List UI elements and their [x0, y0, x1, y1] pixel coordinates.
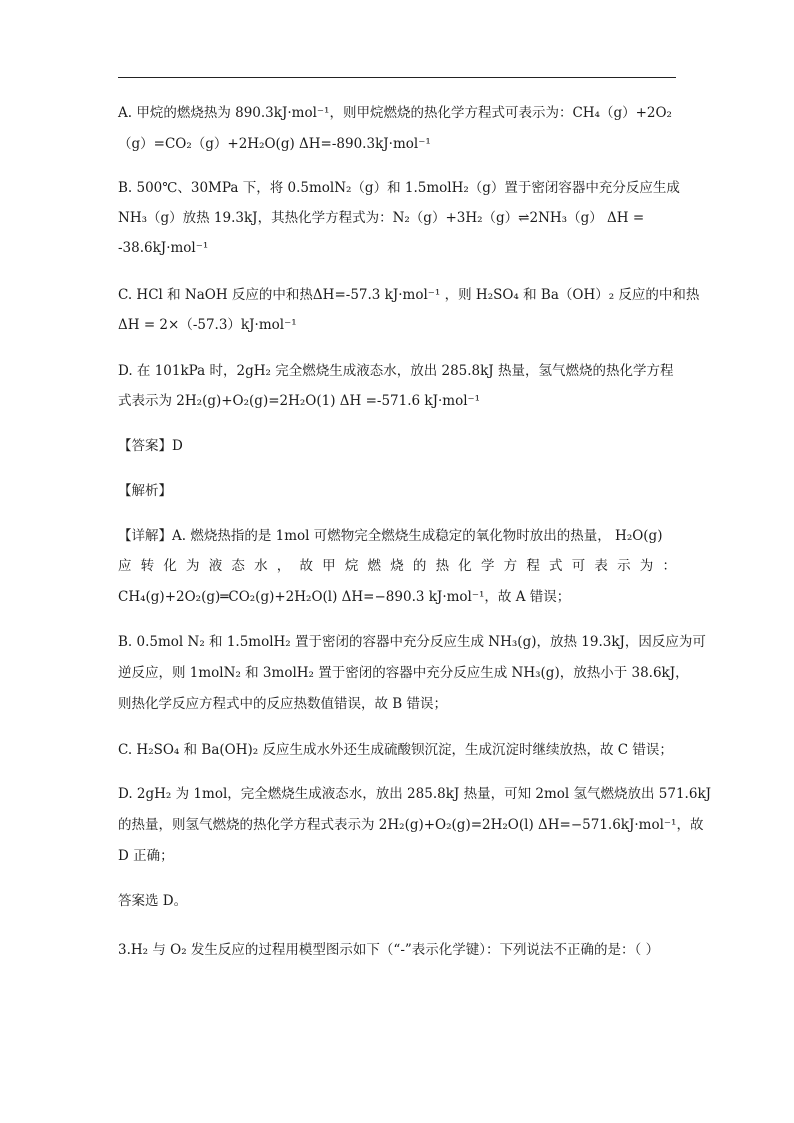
- option-b-line-1: B. 500℃、30MPa 下，将 0.5molN₂（g）和 1.5molH₂（g）置于密闭容器中充分反应生成: [118, 180, 680, 196]
- option-b-line-2: NH₃（g）放热 19.3kJ，其热化学方程式为：N₂（g）+3H₂（g）⇌2NH₃（g） ΔH =: [118, 210, 645, 226]
- option-c-line-1: C. HCl 和 NaOH 反应的中和热ΔH=-57.3 kJ·mol⁻¹ ，则 H₂SO₄ 和 Ba（OH）₂ 反应的中和热: [118, 287, 700, 303]
- option-d-line-2: 式表示为 2H₂(g)+O₂(g)=2H₂O(1) ΔH =-571.6 kJ·mol⁻¹: [118, 393, 481, 409]
- detail-b-line-1: B. 0.5mol N₂ 和 1.5molH₂ 置于密闭的容器中充分反应生成 NH₃(g)，放热 19.3kJ，因反应为可: [118, 634, 706, 650]
- option-a-line-1: A. 甲烷的燃烧热为 890.3kJ·mol⁻¹，则甲烷燃烧的热化学方程式可表示为：CH₄（g）+2O₂: [118, 105, 672, 121]
- detail-d-line-2: 的热量，则氢气燃烧的热化学方程式表示为 2H₂(g)+O₂(g)=2H₂O(l) ΔH=−571.6kJ·mol⁻¹，故: [118, 817, 704, 833]
- option-c-line-2: ΔH = 2×（-57.3）kJ·mol⁻¹: [118, 317, 297, 333]
- detail-d-line-1: D. 2gH₂ 为 1mol，完全燃烧生成液态水，放出 285.8kJ 热量，可知 2mol 氢气燃烧放出 571.6kJ: [118, 786, 712, 802]
- detail-b-line-3: 则热化学反应方程式中的反应热数值错误，故 B 错误；: [118, 696, 448, 712]
- detail-a-line-3: CH₄(g)+2O₂(g)═CO₂(g)+2H₂O(l) ΔH=−890.3 kJ·mol⁻¹，故 A 错误；: [118, 589, 571, 605]
- option-d-line-1: D. 在 101kPa 时，2gH₂ 完全燃烧生成液态水，放出 285.8kJ 热量，氢气燃烧的热化学方程: [118, 363, 674, 379]
- detail-d-line-3: D 正确；: [118, 848, 174, 864]
- conclusion: 答案选 D。: [118, 893, 188, 909]
- answer-label: 【答案】D: [118, 438, 183, 454]
- detail-c-line: C. H₂SO₄ 和 Ba(OH)₂ 反应生成水外还生成硫酸钡沉淀，生成沉淀时继续放热，故 C 错误；: [118, 742, 673, 758]
- analysis-label: 【解析】: [118, 483, 172, 499]
- question-3: 3.H₂ 与 O₂ 发生反应的过程用模型图示如下（“-”表示化学键）：下列说法不正确的是：（ ）: [118, 942, 660, 958]
- option-b-line-3: -38.6kJ·mol⁻¹: [118, 240, 209, 256]
- header-rule: [118, 77, 676, 78]
- detail-a-line-1: 【详解】A. 燃烧热指的是 1mol 可燃物完全燃烧生成稳定的氧化物时放出的热量， H₂O(g): [118, 528, 663, 544]
- detail-a-line-2: 应 转 化 为 液 态 水 ， 故 甲 烷 燃 烧 的 热 化 学 方 程 式 可 表 示 为 ：: [118, 558, 676, 574]
- detail-b-line-2: 逆反应，则 1molN₂ 和 3molH₂ 置于密闭的容器中充分反应生成 NH₃(g)，放热小于 38.6kJ，: [118, 665, 689, 681]
- option-a-line-2: （g）=CO₂（g）+2H₂O(g) ΔH=-890.3kJ·mol⁻¹: [118, 136, 431, 152]
